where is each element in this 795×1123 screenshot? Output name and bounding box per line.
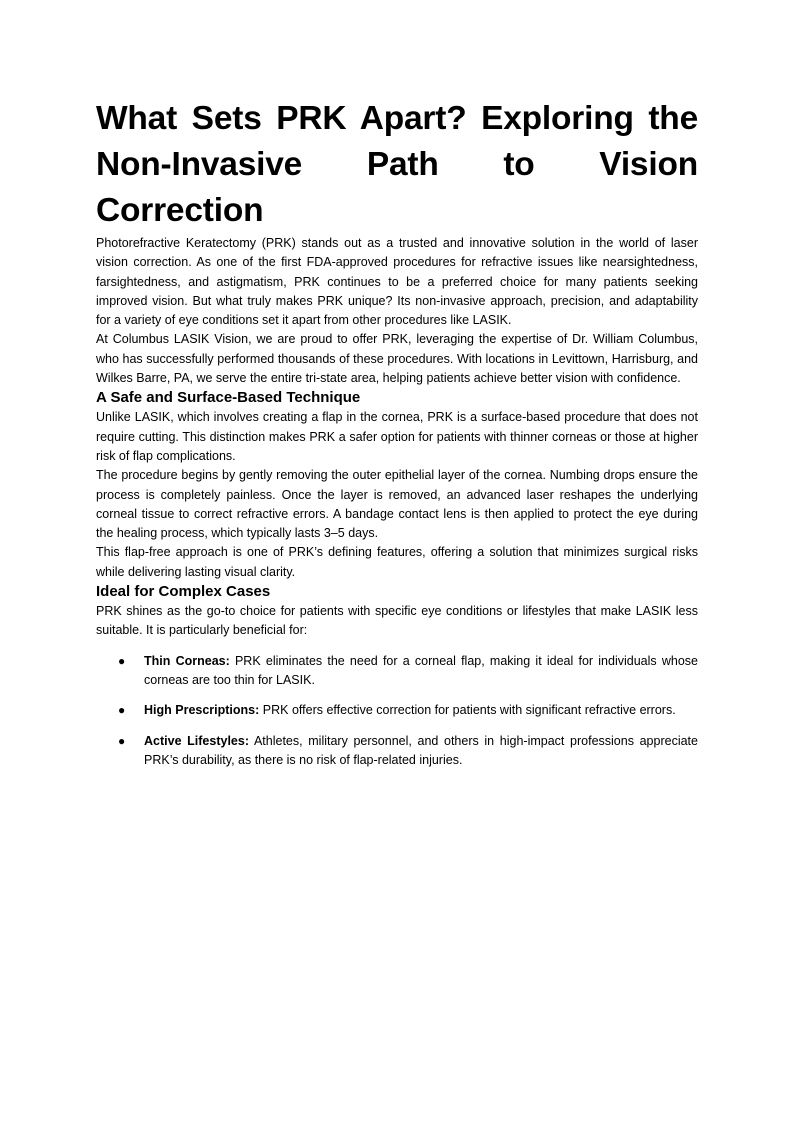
bullet-icon: ● (118, 653, 126, 668)
section1-paragraph-2: The procedure begins by gently removing the outer epithelial layer of the cornea. Numbing drops ensure the process is completely painless. Once the layer is removed, an advanced laser reshapes the underlying corneal tissue to correct refractive errors. A bandage contact lens is then applied to protect the eye during the healing process, which typically lasts 3–5 days. (96, 468, 698, 541)
list-item-text: Athletes, military personnel, and others in high-impact professions appreciate PRK’s durability, as there is no risk of flap-related injuries. (144, 733, 698, 767)
list-item-label: High Prescriptions: (144, 703, 260, 718)
section2-paragraph-1: PRK shines as the go-to choice for patients with specific eye conditions or lifestyles that make LASIK less suitable. It is particularly beneficial for: (96, 604, 698, 638)
list-item-label: Thin Corneas: (144, 653, 230, 668)
list-item-label: Active Lifestyles: (144, 733, 249, 748)
list-item-text: PRK offers effective correction for patients with significant refractive errors. (262, 703, 676, 718)
bullet-icon: ● (118, 703, 126, 718)
list-item (96, 732, 698, 771)
intro-paragraph-1: Photorefractive Keratectomy (PRK) stands out as a trusted and innovative solution in the world of laser vision correction. As one of the first FDA-approved procedures for refractive issues like nearsightedness, farsightedness, and astigmatism, PRK continues to be a preferred choice for many patients seeking improved vision. But what truly makes PRK unique? Its non-invasive approach, precision, and adaptability for a variety of eye conditions set it apart from other procedures like LASIK. (96, 236, 698, 328)
document-page (96, 96, 698, 781)
intro-paragraph-2: At Columbus LASIK Vision, we are proud to offer PRK, leveraging the expertise of Dr. William Columbus, who has successfully performed thousands of these procedures. With locations in Levittown, Harrisburg, and Wilkes Barre, PA, we serve the entire tri-state area, helping patients achieve better vision with confidence. (96, 332, 698, 386)
benefits-list (96, 652, 698, 770)
list-item (96, 701, 698, 720)
section1-paragraph-3: This flap-free approach is one of PRK’s defining features, offering a solution that minimizes surgical risks while delivering lasting visual clarity. (96, 545, 698, 579)
section-heading-complex-cases: Ideal for Complex Cases (96, 583, 271, 601)
page-title: What Sets PRK Apart? Exploring the Non-Invasive Path to Vision Correction (96, 100, 698, 229)
list-item-text: PRK eliminates the need for a corneal flap, making it ideal for individuals whose corneas are too thin for LASIK. (144, 653, 698, 687)
bullet-icon: ● (118, 733, 126, 748)
list-item (96, 652, 698, 691)
section1-paragraph-1: Unlike LASIK, which involves creating a flap in the cornea, PRK is a surface-based procedure that does not require cutting. This distinction makes PRK a safer option for patients with thinner corneas or those at higher risk of flap complications. (96, 410, 698, 463)
section-heading-safe-technique: A Safe and Surface-Based Technique (96, 389, 361, 407)
